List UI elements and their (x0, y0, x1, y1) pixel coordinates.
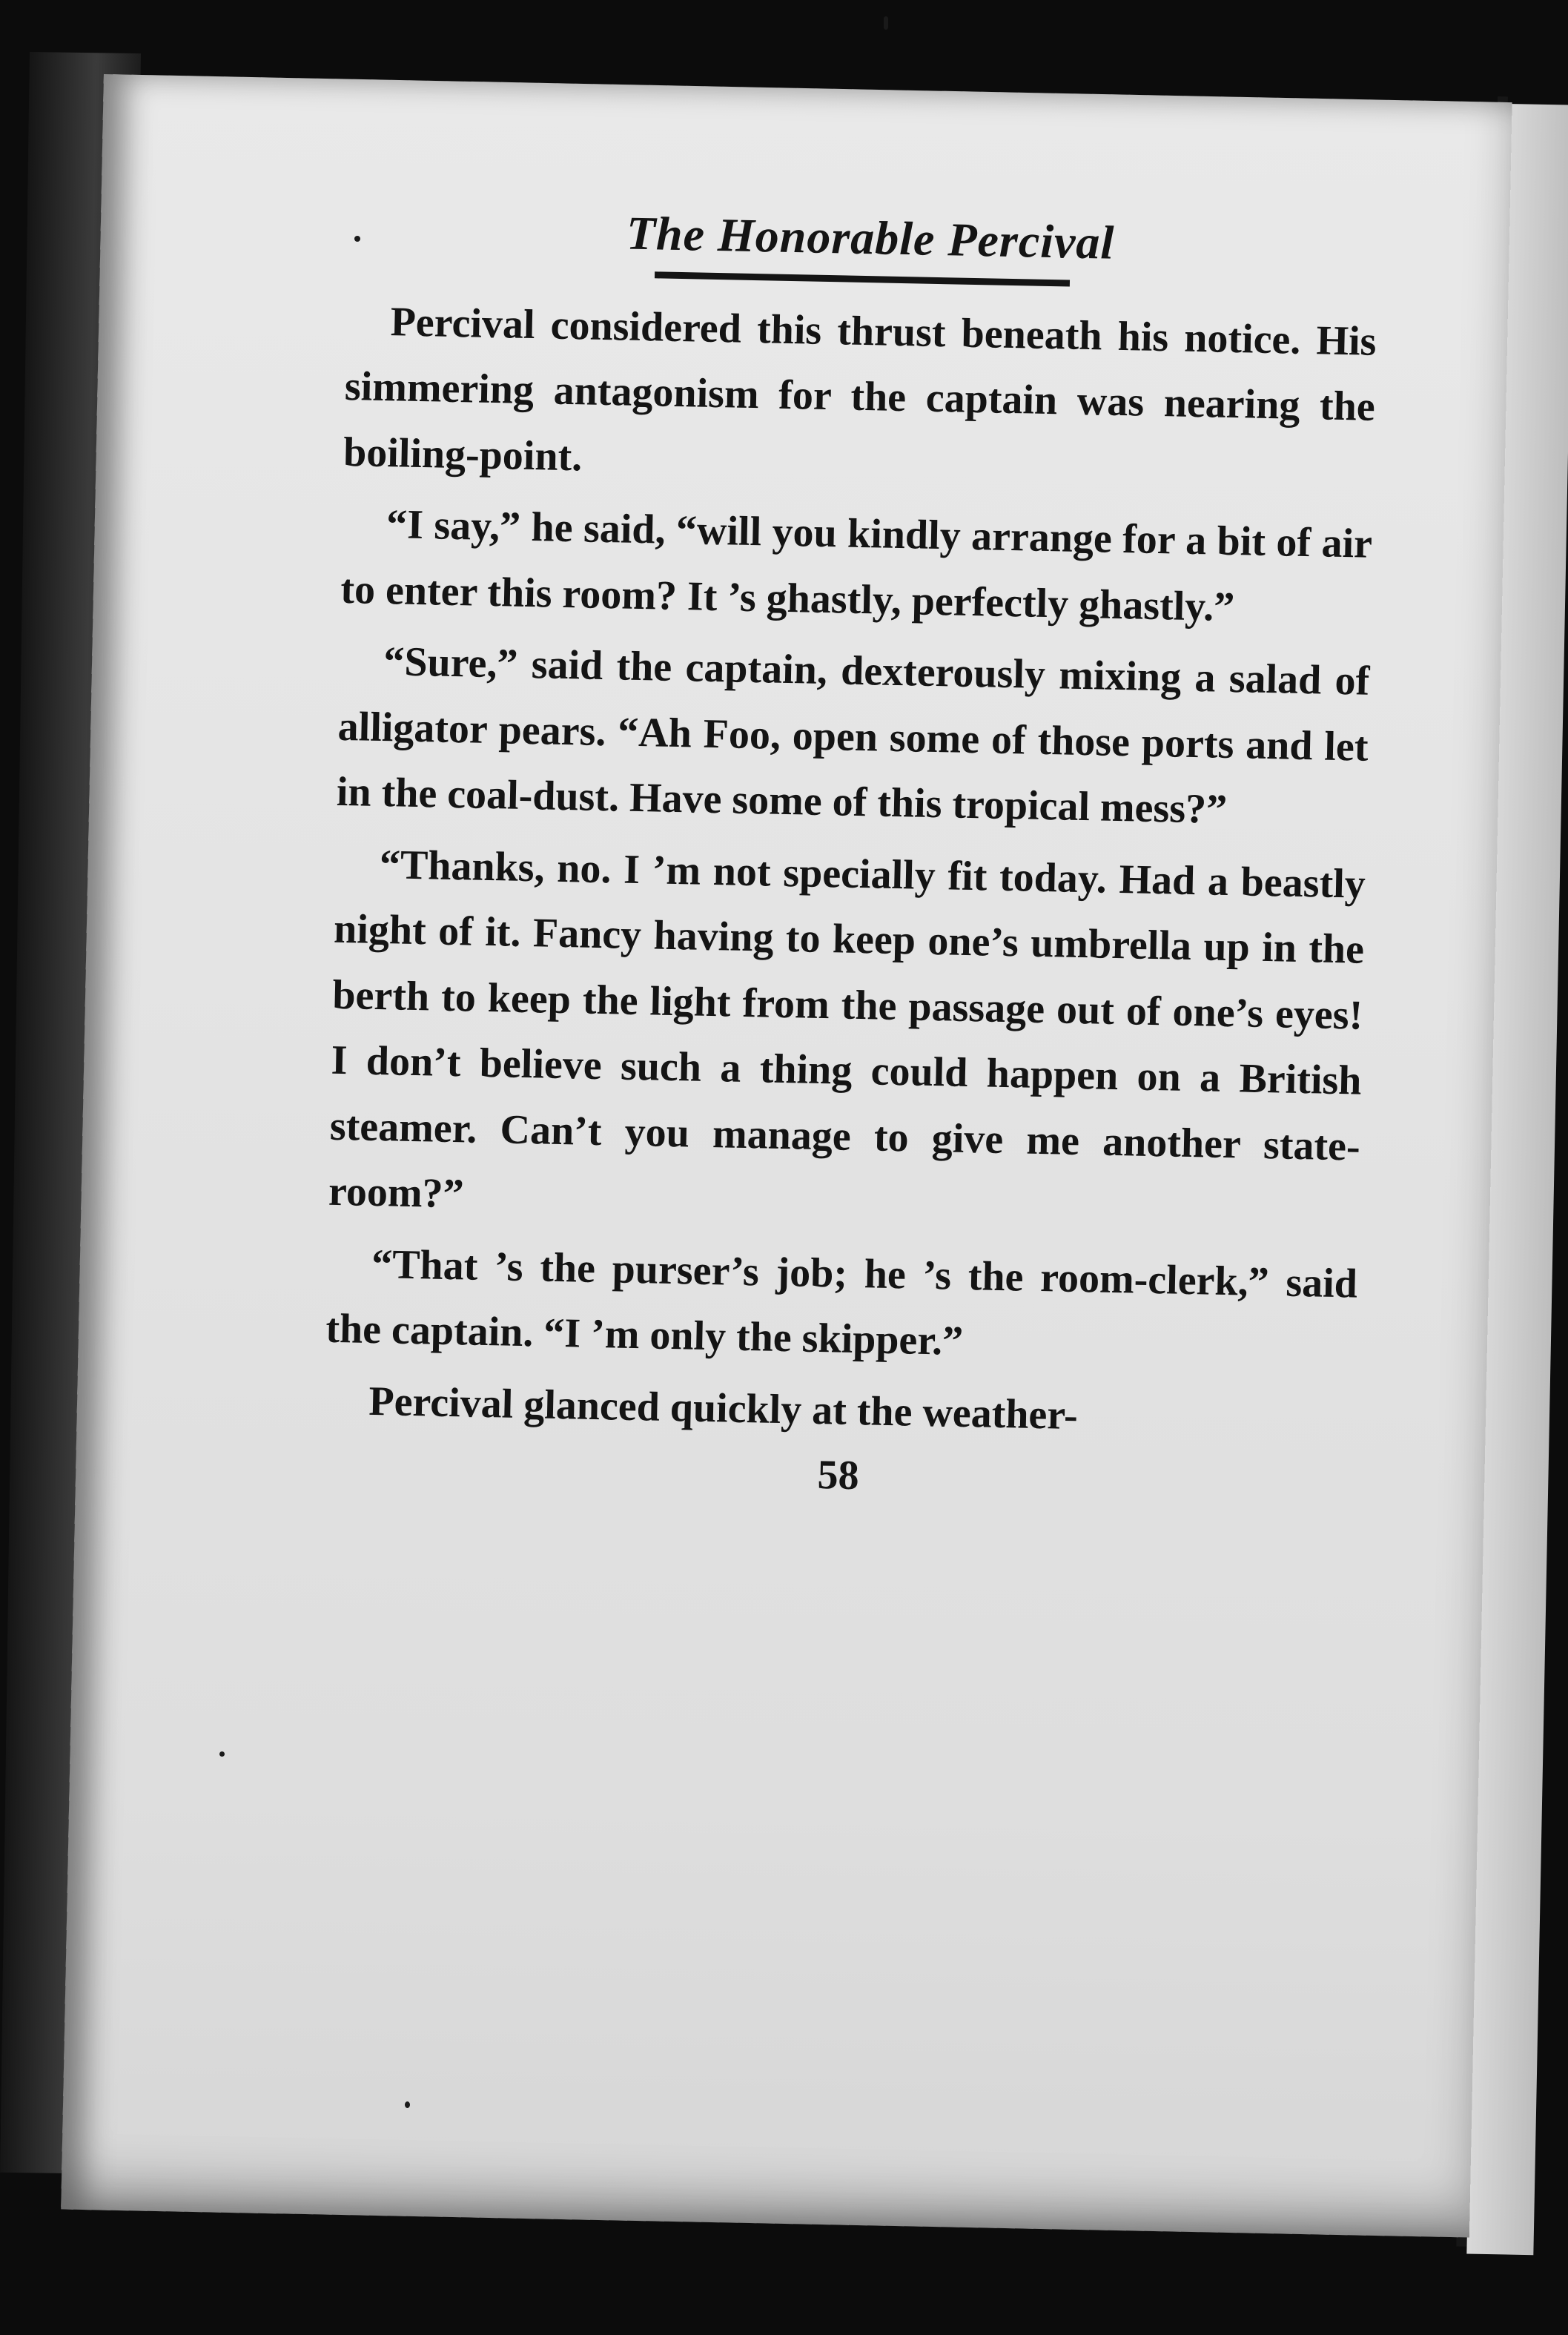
dust-speck (405, 2101, 410, 2108)
paragraph: Percival glanced quickly at the weather- (368, 1378, 1079, 1439)
dust-speck (354, 236, 360, 242)
body-text (324, 288, 1377, 1454)
dust-speck (884, 16, 888, 30)
page-number: 58 (817, 1452, 860, 1499)
paragraph: “Sure,” said the captain, dexterously mixing a salad of alligator pears. “Ah Foo, open some of those ports and let in the coal-dust. Have some of this tropical mess?” (336, 638, 1370, 833)
dust-speck (219, 1751, 225, 1757)
paragraph: “Thanks, no. I ’m not specially fit today. Had a beastly night of it. Fancy having to keep one’s umbrella up in the berth to keep the light from the passage out of one’s eyes! I don’t believe such a thing could happen on a British steamer. Can’t you manage to give me another state-room?” (328, 841, 1366, 1218)
paragraph: “That ’s the purser’s job; he ’s the room-clerk,” said the captain. “I ’m only the skipper.” (325, 1241, 1358, 1365)
paragraph: “I say,” he said, “will you kindly arrange for a bit of air to enter this room? It ’s ghastly, perfectly ghastly.” (340, 501, 1373, 630)
paragraph: Percival considered this thrust beneath his notice. His simmering antagonism for the captain was nearing the boiling-point. (343, 298, 1377, 480)
running-head-rule (655, 271, 1070, 286)
running-head: The Honorable Percival (626, 206, 1115, 269)
page-content (322, 200, 1379, 1511)
